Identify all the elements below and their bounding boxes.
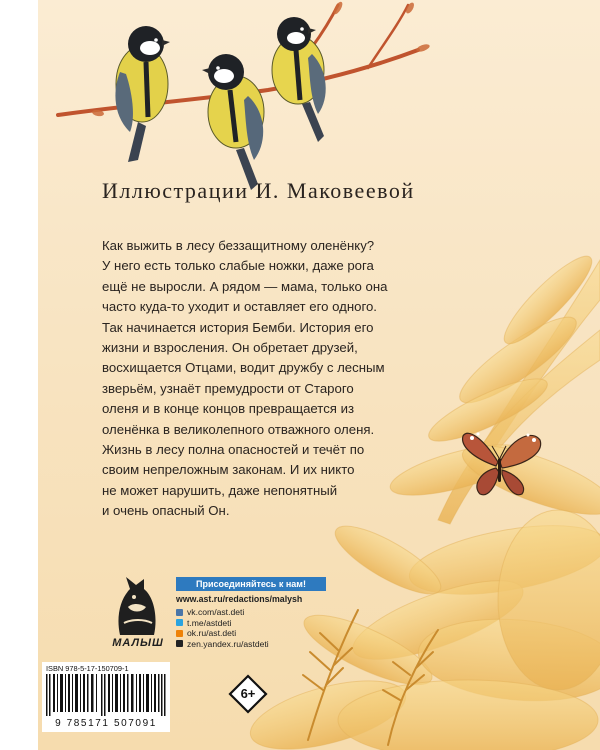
- blurb-line: оленя и в конце концов превращается из: [102, 401, 355, 417]
- bird-illustration-left: [115, 26, 170, 162]
- join-us-banner: Присоединяйтесь к нам!: [176, 577, 326, 591]
- blurb-line: оленёнка в великолепного отважного оленя.: [102, 421, 375, 437]
- isbn-number: ISBN 978-5-17-150709-1: [46, 664, 129, 673]
- social-link-ok[interactable]: [176, 628, 326, 639]
- blurb-line: ещё не выросли. А рядом — мама, только она: [102, 278, 388, 294]
- blurb-line: зверьём, узнаёт премудрости от Старого: [102, 380, 354, 396]
- illustrator-credit: Иллюстрации И. Маковеевой: [102, 178, 415, 203]
- barcode-stripes: [46, 674, 166, 716]
- publisher-logo: [110, 577, 166, 655]
- social-link-text: vk.com/ast.deti: [187, 607, 245, 618]
- isbn-barcode: [42, 662, 170, 732]
- malysh-fox-icon: [110, 577, 166, 637]
- blurb-line: не может нарушить, даже непонятный: [102, 482, 338, 498]
- bird-illustration-middle: [202, 54, 264, 190]
- social-link-vk[interactable]: [176, 607, 326, 618]
- blurb-line: Так начинается история Бемби. История его: [102, 319, 374, 335]
- blurb-line: и очень опасный Он.: [102, 503, 230, 519]
- social-link-text: zen.yandex.ru/astdeti: [187, 638, 269, 649]
- book-blurb: [102, 236, 424, 522]
- social-link-telegram[interactable]: [176, 618, 326, 629]
- blurb-line: часто куда-то уходит и оставляет его одного.: [102, 299, 377, 315]
- blurb-line: своим непреложным законам. И их никто: [102, 462, 355, 478]
- ean-number: 9 785171 507091: [55, 718, 157, 729]
- social-link-text: t.me/astdeti: [187, 617, 232, 628]
- social-link-text: ok.ru/ast.deti: [187, 628, 237, 639]
- bird-illustration-right: [272, 17, 326, 142]
- blurb-line: У него есть только слабые ножки, даже рога: [102, 258, 374, 274]
- cover-background: [38, 0, 600, 750]
- vk-icon: [176, 609, 183, 616]
- age-rating-badge: [228, 674, 268, 714]
- age-rating-text: 6+: [240, 686, 256, 701]
- publisher-website-link[interactable]: www.ast.ru/redactions/malysh: [176, 594, 303, 604]
- publisher-logo-wordmark: МАЛЫШ: [112, 637, 164, 649]
- blurb-line: Как выжить в лесу беззащитному оленёнку?: [102, 238, 375, 253]
- blurb-line: жизни и взросления. Он обретает друзей,: [102, 340, 358, 356]
- blurb-line: Жизнь в лесу полна опасностей и течёт по: [102, 442, 365, 458]
- ok-icon: [176, 630, 183, 637]
- zen-icon: [176, 640, 183, 647]
- blurb-line: восхищается Отцами, водит дружбу с лесным: [102, 360, 385, 376]
- telegram-icon: [176, 619, 183, 626]
- social-links-block: [176, 577, 326, 649]
- social-link-zen[interactable]: [176, 639, 326, 650]
